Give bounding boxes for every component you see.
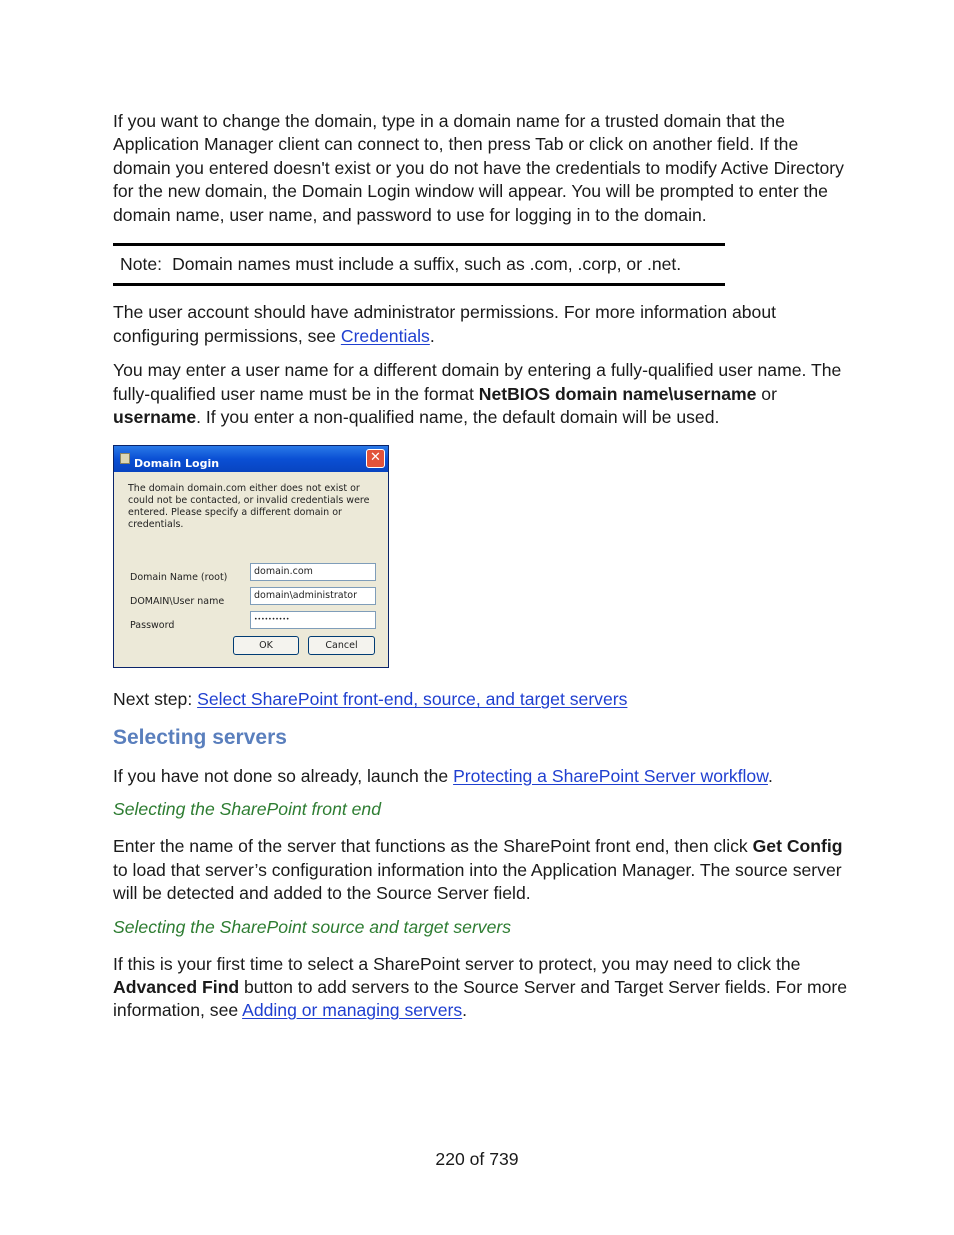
workflow-link[interactable]: Protecting a SharePoint Server workflow xyxy=(453,765,768,786)
password-field: •••••••••• xyxy=(250,611,376,629)
launch-paragraph xyxy=(113,765,848,788)
permissions-text: The user account should have administrator permissions. For more information about configuring permissions, see xyxy=(113,302,777,346)
note-text: Domain names must include a suffix, such as .com, .corp, or .net. xyxy=(172,254,682,275)
section-heading: Selecting servers xyxy=(113,725,287,749)
intro-paragraph: If you want to change the domain, type in a domain name for a trusted domain that the Application Manager client can connect to, then press Tab or click on another field. If the domain you entered doesn't exist or you do not have the credentials to modify Active Directory for the new domain, the Domain Login window will appear. You will be prompted to enter the domain name, user name, and password to use for logging in to the domain. xyxy=(113,111,844,225)
next-step-label: Next step: xyxy=(113,689,198,710)
domain-name-label: Domain Name (root) xyxy=(130,572,228,584)
front-end-subheading: Selecting the SharePoint front end xyxy=(113,799,381,820)
source-target-text-a: If this is your first time to select a SharePoint server to protect, you may need to click the xyxy=(113,953,801,974)
window-icon xyxy=(120,453,130,464)
domain-name-field: domain.com xyxy=(250,563,376,581)
source-target-paragraph xyxy=(113,953,848,1023)
front-end-text-c: to load that server’s configuration information into the Application Manager. The source server will be detected and added to the Source Server field. xyxy=(113,859,842,904)
dialog-titlebar xyxy=(114,446,388,472)
username-text-or: or xyxy=(756,383,777,404)
username-text-a: You may enter a user name for a different domain by entering a fully-qualified user name. The fully-qualified user name must be in the format xyxy=(113,360,842,404)
front-end-text-a: Enter the name of the server that functions as the SharePoint front end, then click xyxy=(113,836,753,857)
domain-login-dialog-screenshot xyxy=(113,445,389,668)
adding-servers-link[interactable]: Adding or managing servers xyxy=(242,1000,463,1021)
permissions-period: . xyxy=(429,325,435,346)
user-name-label: DOMAIN\User name xyxy=(130,596,225,608)
username-paragraph xyxy=(113,359,848,429)
note-box xyxy=(113,243,725,286)
page-number: 220 of 739 xyxy=(435,1149,519,1169)
source-target-subheading: Selecting the SharePoint source and target servers xyxy=(113,916,512,937)
close-icon: ✕ xyxy=(366,449,385,468)
username-bold: username xyxy=(113,407,197,428)
netbios-format-bold: NetBIOS domain name\username xyxy=(478,383,757,404)
advanced-find-bold: Advanced Find xyxy=(113,976,240,997)
username-text-e: . If you enter a non-qualified name, the default domain will be used. xyxy=(196,407,720,428)
launch-text: If you have not done so already, launch the xyxy=(113,765,454,786)
get-config-bold: Get Config xyxy=(752,836,843,857)
user-name-field: domain\administrator xyxy=(250,587,376,605)
source-target-text-c: button to add servers to the Source Server and Target Server fields. For more information, see xyxy=(113,976,848,1021)
permissions-paragraph xyxy=(113,301,848,348)
next-step-link[interactable]: Select SharePoint front-end, source, and target servers xyxy=(197,689,628,710)
note-label: Note: xyxy=(120,254,163,275)
password-label: Password xyxy=(130,620,175,632)
dialog-message: The domain domain.com either does not exist or could not be contacted, or invalid credentials were entered. Please specify a different domain or credentials. xyxy=(128,483,370,531)
ok-button: OK xyxy=(233,636,299,655)
source-target-period: . xyxy=(462,1000,468,1021)
launch-period: . xyxy=(767,765,773,786)
credentials-link[interactable]: Credentials xyxy=(340,325,430,346)
dialog-title: Domain Login xyxy=(134,457,220,471)
cancel-button: Cancel xyxy=(308,636,375,655)
page-content xyxy=(113,110,848,1023)
front-end-paragraph xyxy=(113,835,848,905)
next-step-line xyxy=(113,688,848,711)
